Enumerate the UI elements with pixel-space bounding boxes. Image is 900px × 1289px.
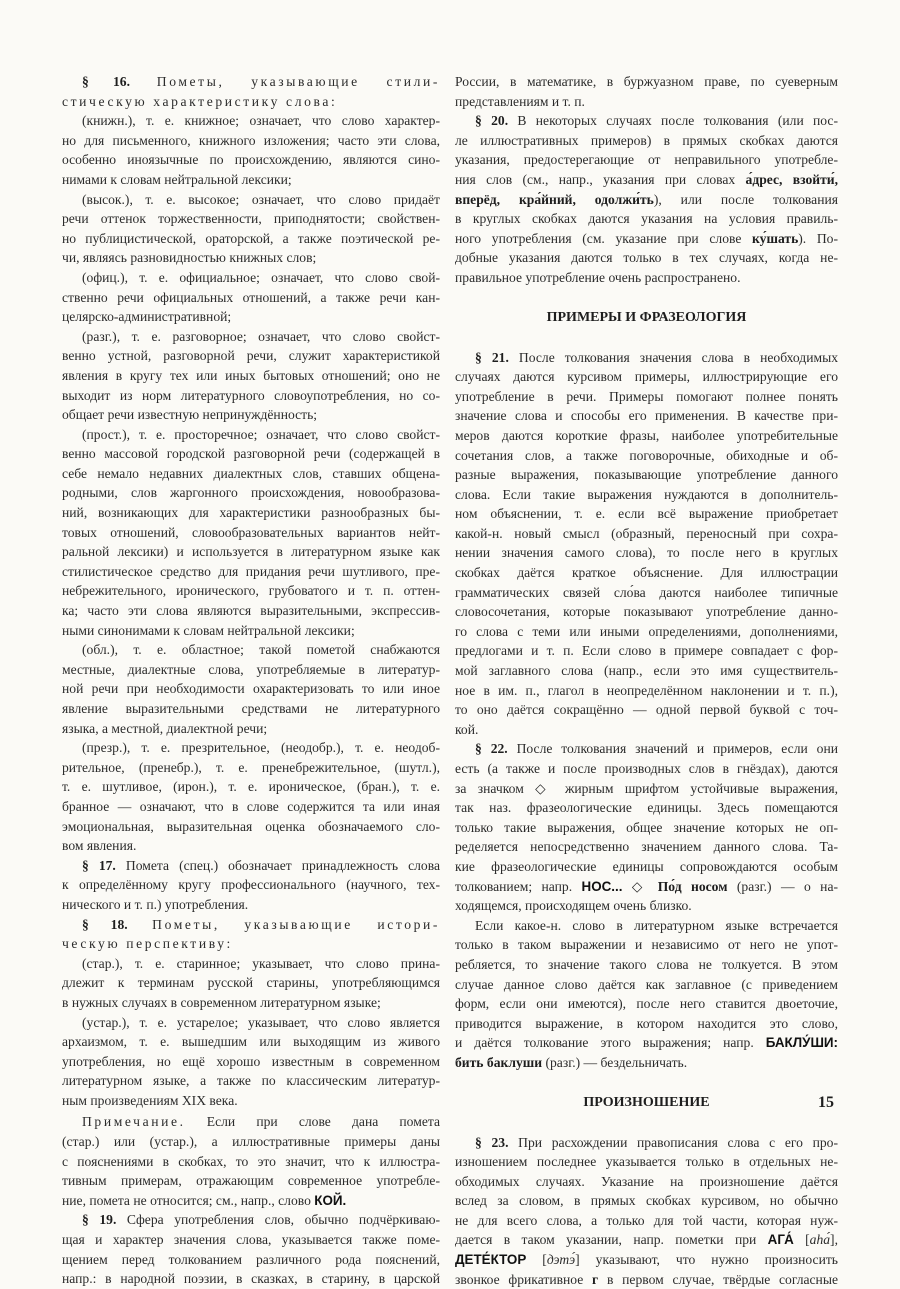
text-line [455,1133,838,1153]
text-run: После толкования значения слова в необходимых [509,350,838,365]
text-line [455,1211,838,1231]
text-run: [ [794,1232,810,1247]
text-run: местные, диалектные слова, употребляемые в литератур- [62,662,440,677]
text-line [455,759,838,779]
text-run: языка, а местной, диалектной речи; [62,721,267,736]
text-run: товых отношений, словообразовательных вариантов нейт- [62,525,440,540]
text-line [62,268,440,288]
spaced-label: Пометы, указывающие стили- [130,74,440,89]
text-line [62,621,440,641]
paragraph [62,640,440,738]
paragraph [62,738,440,856]
text-line [455,465,838,485]
text-line [455,1172,838,1192]
text-line [62,209,440,229]
text-line [455,1270,838,1289]
text-line [455,406,838,426]
headword: АГА́ [768,1232,794,1247]
text-run: какой-н. новый смысл (образный, переносный при сохра- [455,526,838,541]
text-line [62,719,440,739]
text-line [62,327,440,347]
text-run: явления в кругу тех или иных бытовых отношений; оно не [62,368,440,383]
text-run: ка; часто эти слова являются выразительными, экспрессив- [62,603,440,618]
text-run: к определённому кругу профессионального (научного, тех- [62,877,440,892]
text-line [455,1152,838,1172]
text-run: ний, возникающих для характеристики разнообразных бы- [62,505,440,520]
text-run: (разг.) — о на- [727,879,838,894]
text-line [455,602,838,622]
text-line [455,1191,838,1211]
text-line [455,92,838,112]
text-line [62,483,440,503]
text-line [62,307,440,327]
text-line [62,699,440,719]
text-run: (стар.) или (устар.), а иллюстративные примеры даны [62,1134,440,1149]
bold-term: § 22. [475,741,508,756]
text-line [62,523,440,543]
text-line [62,542,440,562]
text-line [455,524,838,544]
bold-term: г [592,1272,598,1287]
text-run: толкованием; напр. [455,879,582,894]
text-run: России, в математике, в буржуазном праве, по суеверным [455,74,838,89]
text-run: то оно даётся сокращённо — одной первой буквой с точ- [455,702,838,717]
text-run: правильное употребление очень распространено. [455,270,740,285]
text-run: с пояснениями в скобках, то это значит, что к иллюстра- [62,1154,440,1169]
text-run: ния слов (см., напр., указания при словах [455,172,746,187]
text-run: ], [830,1232,838,1247]
text-line [62,817,440,837]
text-line [62,229,440,249]
text-line [62,248,440,268]
text-run: изношением последнее указывается только в отдельных не- [455,1154,838,1169]
text-line [62,1013,440,1033]
text-line [62,1071,440,1091]
text-line [455,739,838,759]
text-run: ственно речи официальных отношений, а также речи кан- [62,290,440,305]
text-line [62,288,440,308]
spaced-label: стическую характеристику слова: [62,94,337,109]
text-line [62,601,440,621]
text-line [62,444,440,464]
text-run: небрежительного, иронического, грубоватого и т. п. оттен- [62,583,440,598]
text-run: словосочетания, которые показывают употребление данно- [455,604,838,619]
text-run: вслед за словом, в прямых скобках курсивом, но обычно [455,1193,838,1208]
text-line [62,581,440,601]
text-line [455,485,838,505]
text-run: скобках даётся краткое объяснение. Для иллюстрации [455,565,838,580]
text-line [62,503,440,523]
text-line [455,818,838,838]
text-run: родными, слов жаргонного происхождения, новообразова- [62,485,440,500]
text-run: [ [526,1252,547,1267]
text-run: (высок.), т. е. высокое; означает, что слово придаёт [82,192,440,207]
bold-term: § 19. [82,1212,116,1227]
text-run: разные выражения, показывающие употребление данного [455,467,838,482]
text-run: венно устной, разговорной речи, служит характеристикой [62,348,440,363]
text-line [455,720,838,740]
text-line [455,622,838,642]
text-line [455,681,838,701]
text-line [62,1230,440,1250]
text-run: ), или после толкования [654,192,838,207]
text-run: но для письменного, книжного изложения; часто эти слова, [62,133,440,148]
text-line [455,896,838,916]
text-line [62,92,440,112]
text-line [62,1152,440,1172]
text-line [455,916,838,936]
text-run: значение слова и способы его применения. В качестве при- [455,408,838,423]
text-line [455,1014,838,1034]
text-run: тивным примерам, отражающим современное употребле- [62,1173,440,1188]
text-run: так наз. фразеологические единицы. Здесь помещаются [455,800,838,815]
text-line [62,111,440,131]
text-run: нении значения самого слова), то после него в круглых [455,545,838,560]
text-run: в нужных случаях в современном литературном языке; [62,995,381,1010]
text-line [62,973,440,993]
text-run: речи оттенок торжественности, приподнятости; свойствен- [62,211,440,226]
text-run: рительное, (пренебр.), т. е. пренебрежительное, (шутл.), [62,760,440,775]
bold-term: бить баклуши [455,1055,542,1070]
paragraph [455,1133,838,1289]
text-run: ными синонимами к словам нейтральной лексики; [62,623,355,638]
paragraph [455,739,838,915]
text-run: явление выразительными средствами не литературного [62,701,440,716]
text-line [455,72,838,92]
text-run: в первом случае, твёрдые согласные [598,1272,838,1287]
paragraph [455,72,838,111]
paragraph [455,348,838,740]
text-run: не для всего слова, а только для той части, которая нуж- [455,1213,838,1228]
text-line [455,111,838,131]
text-line [62,797,440,817]
text-run: щая и характер значения слова, указывается также поме- [62,1232,440,1247]
text-run: стилистическое средство для придания речи шутливого, пре- [62,564,440,579]
text-line [62,679,440,699]
paragraph [455,916,838,1073]
page-number: 15 [818,1094,834,1112]
right-column [455,72,838,1289]
text-line [455,387,838,407]
text-run: слова. Если такие выражения нуждаются в дополнитель- [455,487,838,502]
paragraph [62,268,440,327]
bold-term: а́дрес, взойти́, [746,172,838,187]
bold-term: § 21. [475,350,509,365]
text-line [62,562,440,582]
text-run: нического и т. п.) употребления. [62,897,248,912]
text-line [62,1269,440,1289]
text-line [455,857,838,877]
text-run: ным произведениям XIX века. [62,1093,238,1108]
text-run: (разг.), т. е. разговорное; означает, что слово свойст- [82,329,440,344]
text-line [455,367,838,387]
paragraph [62,856,440,915]
text-line [62,386,440,406]
bold-term: По́д носом [658,879,728,894]
text-run: (книжн.), т. е. книжное; означает, что слово характер- [82,113,440,128]
text-run: форм, если они имеются), после него ставится двоеточие, [455,996,838,1011]
text-line [455,190,838,210]
text-run: употребление в речи. Примеры помогают полнее понять [455,389,838,404]
bold-term: § 23. [475,1135,508,1150]
text-line [455,1250,838,1270]
text-line [62,72,440,92]
text-run: Если какое-н. слово в литературном языке встречается [475,918,838,933]
text-line [455,1053,838,1073]
text-line [455,209,838,229]
text-line [62,660,440,680]
text-run: ной речи при необходимости охарактеризовать то или иное [62,681,440,696]
text-run: ределяется непосредственно значением данного слова. Та- [455,839,838,854]
text-run: нимами к словам нейтральной лексики; [62,172,292,187]
text-line [455,229,838,249]
text-line [62,190,440,210]
text-line [455,975,838,995]
text-run: ние, помета не относится; см., напр., слово [62,1193,314,1208]
text-line [62,934,440,954]
text-run: После толкования значений и примеров, если они [508,741,838,756]
text-run: только в таком выражении и независимо от него не упот- [455,937,838,952]
text-run: (прост.), т. е. просторечное; означает, что слово свойст- [82,427,440,442]
text-line [62,836,440,856]
spaced-label: Примечание. [82,1114,186,1129]
left-column [62,72,440,1289]
text-run: ного употребления (см. указание при слове [455,231,752,246]
text-run: мой заглавного слова (напр., если это имя существитель- [455,663,838,678]
text-line [62,993,440,1013]
text-run: представлениям и т. п. [455,94,585,109]
text-line [62,915,440,935]
text-line [455,661,838,681]
text-line [455,504,838,524]
text-run: случаях даются курсивом примеры, иллюстрирующие его [455,369,838,384]
headword: ДЕТЕ́КТОР [455,1252,526,1267]
text-line [62,1171,440,1191]
text-line [455,641,838,661]
text-run: ] указывают, что нужно произносить [575,1252,838,1267]
paragraph [62,915,440,954]
text-line [62,875,440,895]
text-run: ). По- [798,231,838,246]
text-run: (устар.), т. е. устарелое; указывает, что слово является [82,1015,440,1030]
text-line [62,895,440,915]
text-line [62,777,440,797]
text-run: за значком ◇ жирным шрифтом устойчивые выражения, [455,781,838,796]
text-line [62,405,440,425]
bold-term: § 20. [475,113,508,128]
text-run: В некоторых случаях после толкования (или пос- [508,113,838,128]
text-line [455,131,838,151]
pronunciation: аһа́ [810,1232,830,1247]
text-run: указания, предостерегающие от неправильного употребле- [455,152,838,167]
text-run: сочетания слов, а также поговорочные, обиходные и об- [455,448,838,463]
bold-term: § 16. [82,74,130,89]
bold-term: ку́шать [752,231,798,246]
spaced-label: ческую перспективу: [62,936,233,951]
text-run: грамматических связей сло́ва даются наиболее типичные [455,585,838,600]
text-line [455,779,838,799]
text-line [455,348,838,368]
text-line [455,583,838,603]
text-line [455,700,838,720]
text-run: общает речи известную непринуждённость; [62,407,317,422]
text-run: ное в им. п., глагол в неопределённом наклонении и т. п.), [455,683,838,698]
text-line [62,1032,440,1052]
paragraph [62,190,440,268]
text-run: При расхождении правописания слова с его про- [508,1135,838,1150]
text-line [62,640,440,660]
text-run: ходящемся, происходящем очень близко. [455,898,692,913]
text-line [62,856,440,876]
text-run: ребляется, то значение такого слова не толкуется. В этом [455,957,838,972]
section-heading: ПРОИЗНОШЕНИЕ [455,1073,838,1133]
text-line [62,170,440,190]
text-line [62,1250,440,1270]
text-line [62,425,440,445]
text-run: го слова с теми или иными определениями, дополнениями, [455,624,838,639]
text-line [455,994,838,1014]
pronunciation: дэтэ́ [547,1252,575,1267]
text-run: случае данное слово даётся как заглавное (с приведением [455,977,838,992]
text-run: особенно иноязычные по происхождению, являются сино- [62,152,440,167]
text-run: меров даются короткие фразы, наиболее употребительные [455,428,838,443]
text-line [62,1191,440,1211]
bold-term: § 18. [82,917,128,932]
bold-term: § 17. [82,858,116,873]
spaced-label: Пометы, указывающие истори- [128,917,440,932]
text-line [455,170,838,190]
text-line [62,1052,440,1072]
note-paragraph [62,1112,440,1210]
text-line [455,563,838,583]
text-run: предлогами и т. п. Если слово в примере совпадает с фор- [455,643,838,658]
text-run: целярско-административной; [62,309,231,324]
text-line [62,1132,440,1152]
text-run: (разг.) — бездельничать. [542,1055,687,1070]
text-run: дается в таком указании, напр. пометки при [455,1232,768,1247]
paragraph [62,1013,440,1111]
text-line [62,758,440,778]
text-run: (презр.), т. е. презрительное, (неодобр.), т. е. неодоб- [82,740,440,755]
paragraph [62,72,440,111]
text-run: Если при слове дана помета [186,1114,440,1129]
text-line [62,954,440,974]
text-run: (обл.), т. е. областное; такой пометой снабжаются [82,642,440,657]
text-run: приводится выражение, в котором находится это слово, [455,1016,838,1031]
text-line [455,798,838,818]
paragraph [62,425,440,641]
headword: НОС... [582,879,623,894]
text-line [62,346,440,366]
text-line [455,268,838,288]
text-run: себе немало недавних диалектных слов, ставших общена- [62,466,440,481]
text-run: Помета (спец.) обозначает принадлежность слова [116,858,440,873]
text-line [455,446,838,466]
text-run: т. е. шутливое, (ирон.), т. е. ироническое, (бран.), т. е. [62,779,440,794]
bold-term: вперёд, кра́йний, одолжи́ть [455,192,654,207]
text-line [455,1230,838,1250]
text-line [62,366,440,386]
text-line [62,1210,440,1230]
text-line [62,131,440,151]
text-run: добные указания даются только в тех случаях, когда не- [455,250,838,265]
text-line [455,877,838,897]
text-run: обходимых случаях. Указание на произношение даётся [455,1174,838,1189]
text-run: ном объяснении, т. е. если всё выражение приобретает [455,506,838,521]
text-line [455,150,838,170]
text-line [62,1091,440,1111]
text-run: есть (а также и после производных слов в гнёздах), даются [455,761,838,776]
headword: КОЙ. [314,1193,346,1208]
text-run: бранное — означают, что в слове содержится та или иная [62,799,440,814]
text-run: только такие выражения, общее значение которых не оп- [455,820,838,835]
paragraph [62,1210,440,1288]
headword: БАКЛУ́ШИ: [766,1035,838,1050]
text-run: звонкое фрикативное [455,1272,592,1287]
text-run: (офиц.), т. е. официальное; означает, что слово свой- [82,270,440,285]
text-run: в круглых скобках даются указания на условия правиль- [455,211,838,226]
text-run: кой. [455,722,478,737]
text-run: эмоциональная, выразительная оценка обозначаемого сло- [62,819,440,834]
paragraph [62,111,440,189]
text-line [62,1112,440,1132]
text-line [62,464,440,484]
text-line [455,955,838,975]
text-run: ◇ [622,879,657,894]
text-line [455,426,838,446]
text-line [455,248,838,268]
text-run: литературном языке, а также по классическим литератур- [62,1073,440,1088]
text-run: венно массовой городской разговорной речи (содержащей в [62,446,440,461]
text-line [62,150,440,170]
text-run: но публицистической, ораторской, а также поэтической ре- [62,231,440,246]
text-run: (стар.), т. е. старинное; указывает, что слово прина- [82,956,440,971]
text-run: выходит из норм литературного словоупотребления, но со- [62,388,440,403]
text-line [62,738,440,758]
text-line [455,837,838,857]
text-run: длежит к терминам русской старины, употребляющимся [62,975,440,990]
text-run: архаизмом, т. е. вышедшим или выходящим из живого [62,1034,440,1049]
text-run: и даётся толкование этого выражения; напр. [455,1035,766,1050]
text-run: чи, являясь разновидностью книжных слов; [62,250,316,265]
text-run: напр.: в народной поэзии, в сказках, в старину, в царской [62,1271,440,1286]
text-line [455,1033,838,1053]
text-run: употребления, но ещё хорошо известным в современном [62,1054,440,1069]
text-run: Сфера употребления слов, обычно подчёркиваю- [116,1212,440,1227]
paragraph [62,327,440,425]
paragraph [455,111,838,287]
text-run: ле иллюстративных примеров) в прямых скобках даются [455,133,838,148]
section-heading: ПРИМЕРЫ И ФРАЗЕОЛОГИЯ [455,288,838,348]
text-run: вом явления. [62,838,136,853]
text-line [455,543,838,563]
paragraph [62,954,440,1013]
text-run: кие фразеологические единицы сопровождаются особым [455,859,838,874]
text-line [455,935,838,955]
text-run: щением перед толкованием различного рода пояснений, [62,1252,440,1267]
text-run: ральной лексики) и используется в литературном языке как [62,544,440,559]
